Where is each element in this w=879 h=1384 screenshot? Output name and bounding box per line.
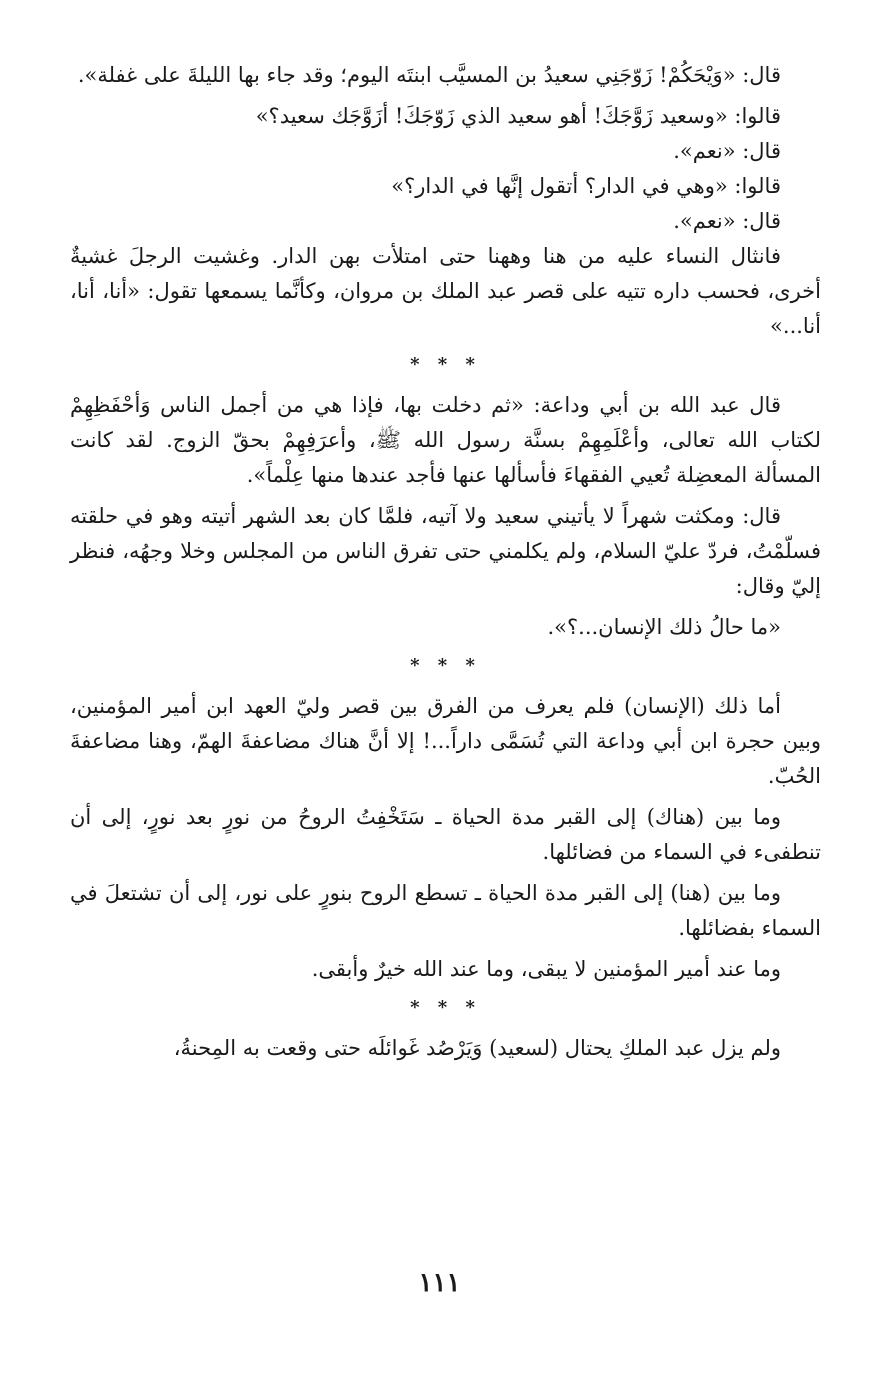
dialog-line: قالوا: «وسعيد زَوَّجَكَ! أهو سعيد الذي زَوّجَكَ! أزَوَّجَك سعيد؟»: [255, 104, 781, 128]
paragraph: قال عبد الله بن أبي وداعة: «ثم دخلت بها، فإذا هي من أجمل الناس وَأحْفَظِهِمْ لكتاب الله تعالى، وأعْلَمِهِمْ بسنَّة رسول الله ﷺ، وأعرَفِهِمْ بحقّ الزوج. لقد كانت المسألة المعضِلة تُعيي الفقهاءَ فأسألها عنها فأجد عندها منها عِلْماً».: [70, 393, 821, 487]
section-separator: * * *: [410, 655, 481, 676]
page-number: ١١١: [418, 1268, 461, 1298]
dialog-line: وما عند أمير المؤمنين لا يبقى، وما عند الله خيرٌ وأبقى.: [311, 957, 781, 981]
section-separator: * * *: [410, 997, 481, 1018]
dialog-line: قال: «نعم».: [673, 139, 781, 163]
paragraph: ولم يزل عبد الملكِ يحتال (لسعيد) وَيَرْصُد غَوائلَه حتى وقعت به المِحنةُ،: [173, 1036, 781, 1060]
dialog-line: قالوا: «وهي في الدار؟ أتقول إنَّها في الدار؟»: [391, 174, 781, 198]
paragraph: أما ذلك (الإنسان) فلم يعرف من الفرق بين قصر وليّ العهد ابن أمير المؤمنين، وبين حجرة ابن أبي وداعة التي تُسَمَّى داراً...! إلا أنَّ هناك مضاعفةَ الهمّ، وهنا مضاعفةَ الحُبّ.: [70, 694, 821, 788]
paragraph: وما بين (هناك) إلى القبر مدة الحياة ـ سَتَخْفِتُ الروحُ من نورٍ بعد نورٍ، إلى أن تنطفىء في السماء من فضائلها.: [70, 805, 821, 864]
dialog-line: قال: «نعم».: [673, 209, 781, 233]
page-body: [70, 58, 821, 1072]
section-separator: * * *: [410, 354, 481, 375]
dialog-line: «ما حالُ ذلك الإنسان...؟».: [547, 615, 781, 639]
paragraph: وما بين (هنا) إلى القبر مدة الحياة ـ تسطع الروح بنورٍ على نور، إلى أن تشتعلَ في السماء بفضائلها.: [70, 881, 821, 940]
paragraph: قال: «وَيْحَكُمْ! زَوّجَنِي سعيدُ بن المسيَّب ابنتَه اليوم؛ وقد جاء بها الليلةَ على غفلة».: [77, 63, 781, 87]
paragraph: فانثال النساء عليه من هنا وههنا حتى امتلأت بهن الدار. وغشيت الرجلَ غشيةٌ أخرى، فحسب داره تتيه على قصر عبد الملك بن مروان، وكأنَّما يسمعها تقول: «أنا، أنا، أنا...»: [70, 244, 821, 338]
paragraph: قال: ومكثت شهراً لا يأتيني سعيد ولا آتيه، فلمَّا كان بعد الشهر أتيته وهو في حلقته فسلّمْتُ، فردّ عليّ السلام، ولم يكلمني حتى تفرق الناس من المجلس وخلا وجهُه، فنظر إليّ وقال:: [70, 504, 821, 598]
